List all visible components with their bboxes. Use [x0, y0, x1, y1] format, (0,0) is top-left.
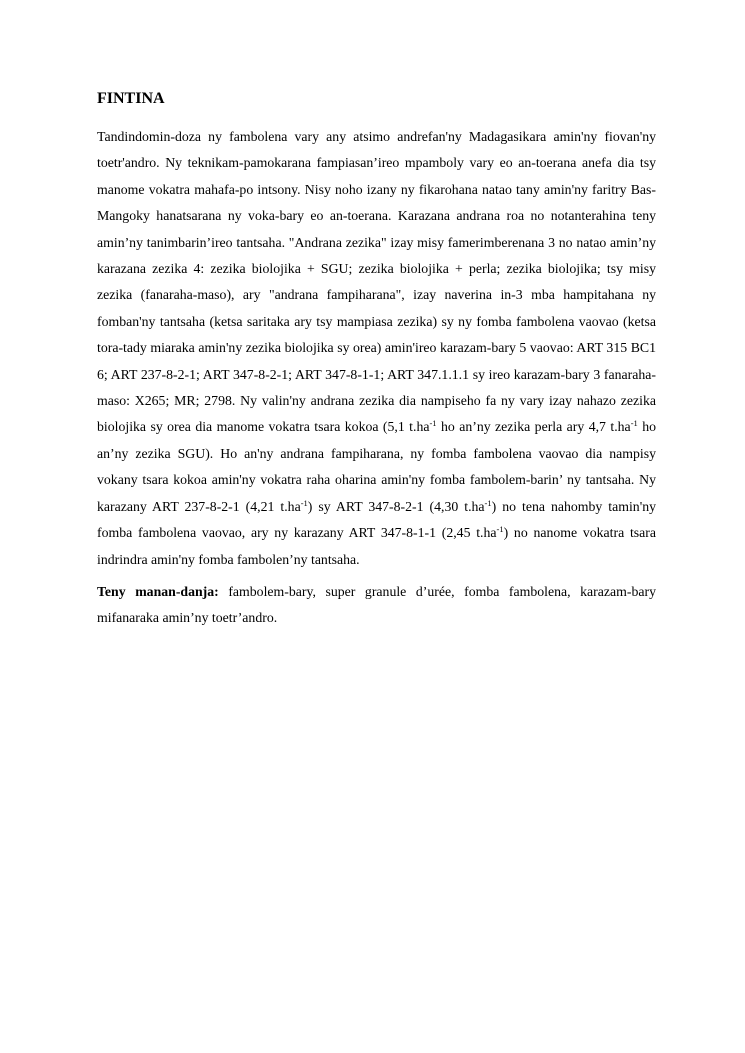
abstract-text: ho an’ny zezika SGU). Ho an'ny andrana fampiharana, ny fomba fambolena vaovao dia nampisy vokany tsara kokoa amin'ny vokatra raha oharina amin'ny fomba fambolem-barin’ ny tantsaha. Ny karazany ART 237-8-2-1 (4,21 t.ha [97, 419, 656, 514]
abstract-text: ) no nanome vokatra tsara indrindra amin'ny fomba fambolen’ny tantsaha. [97, 525, 656, 567]
abstract-text: ) no tena nahomby tamin'ny fomba fambolena vaovao, ary ny karazany ART 347-8-1-1 (2,45 t.ha [97, 498, 656, 541]
superscript: -1 [300, 497, 308, 508]
keywords-label: Teny manan-danja: [97, 583, 219, 599]
page-title: FINTINA [97, 90, 165, 107]
keywords-text: fambolem-bary, super granule d’urée, fomba fambolena, karazam-bary mifanaraka amin’ny toetr’andro. [97, 583, 656, 626]
abstract-paragraph [97, 124, 656, 573]
abstract-text: ho an’ny zezika perla ary 4,7 t.ha [436, 419, 631, 435]
document-page [97, 88, 656, 632]
abstract-text: Tandindomin-doza ny fambolena vary any atsimo andrefan'ny Madagasikara amin'ny fiovan'ny toetr'andro. Ny teknikam-pamokarana fampiasan’ireo mpamboly vary eo an-toerana anefa dia tsy manome vokatra mahafa-po intsony. Nisy noho izany ny fikarohana natao tany amin'ny faritry Bas-Mangoky hanatsarana ny voka-bary eo an-toerana. Karazana andrana roa no notanterahina teny amin’ny tanimbarin’ireo tantsaha. "Andrana zezika" izay misy famerimberenana 3 no natao amin’ny karazana zezika 4: zezika biolojika + SGU; zezika biolojika + perla; zezika biolojika; tsy misy zezika (fanaraha-maso), ary "andrana fampiharana", izay naverina in-3 mba hampitahana ny fomban'ny tantsaha (ketsa saritaka ary tsy mampiasa zezika) sy ny fomba fambolena vaovao (ketsa tora-tady miaraka amin'ny zezika biolojika sy orea) amin'ireo karazam-bary 5 vaovao: ART 315 BC1 6; ART 237-8-2-1; ART 347-8-2-1; ART 347-8-1-1; ART 347.1.1.1 sy ireo karazam-bary 3 fanaraha-maso: X265; MR; 2798. Ny valin'ny andrana zezika dia nampiseho fa ny vary izay nahazo zezika biolojika sy orea dia manome vokatra tsara kokoa (5,1 t.ha [97, 129, 656, 435]
superscript: -1 [630, 418, 638, 429]
keywords-paragraph [97, 579, 656, 632]
abstract-text: ) sy ART 347-8-2-1 (4,30 t.ha [307, 498, 485, 514]
superscript: -1 [484, 497, 492, 508]
superscript: -1 [429, 418, 437, 429]
superscript: -1 [496, 524, 504, 535]
